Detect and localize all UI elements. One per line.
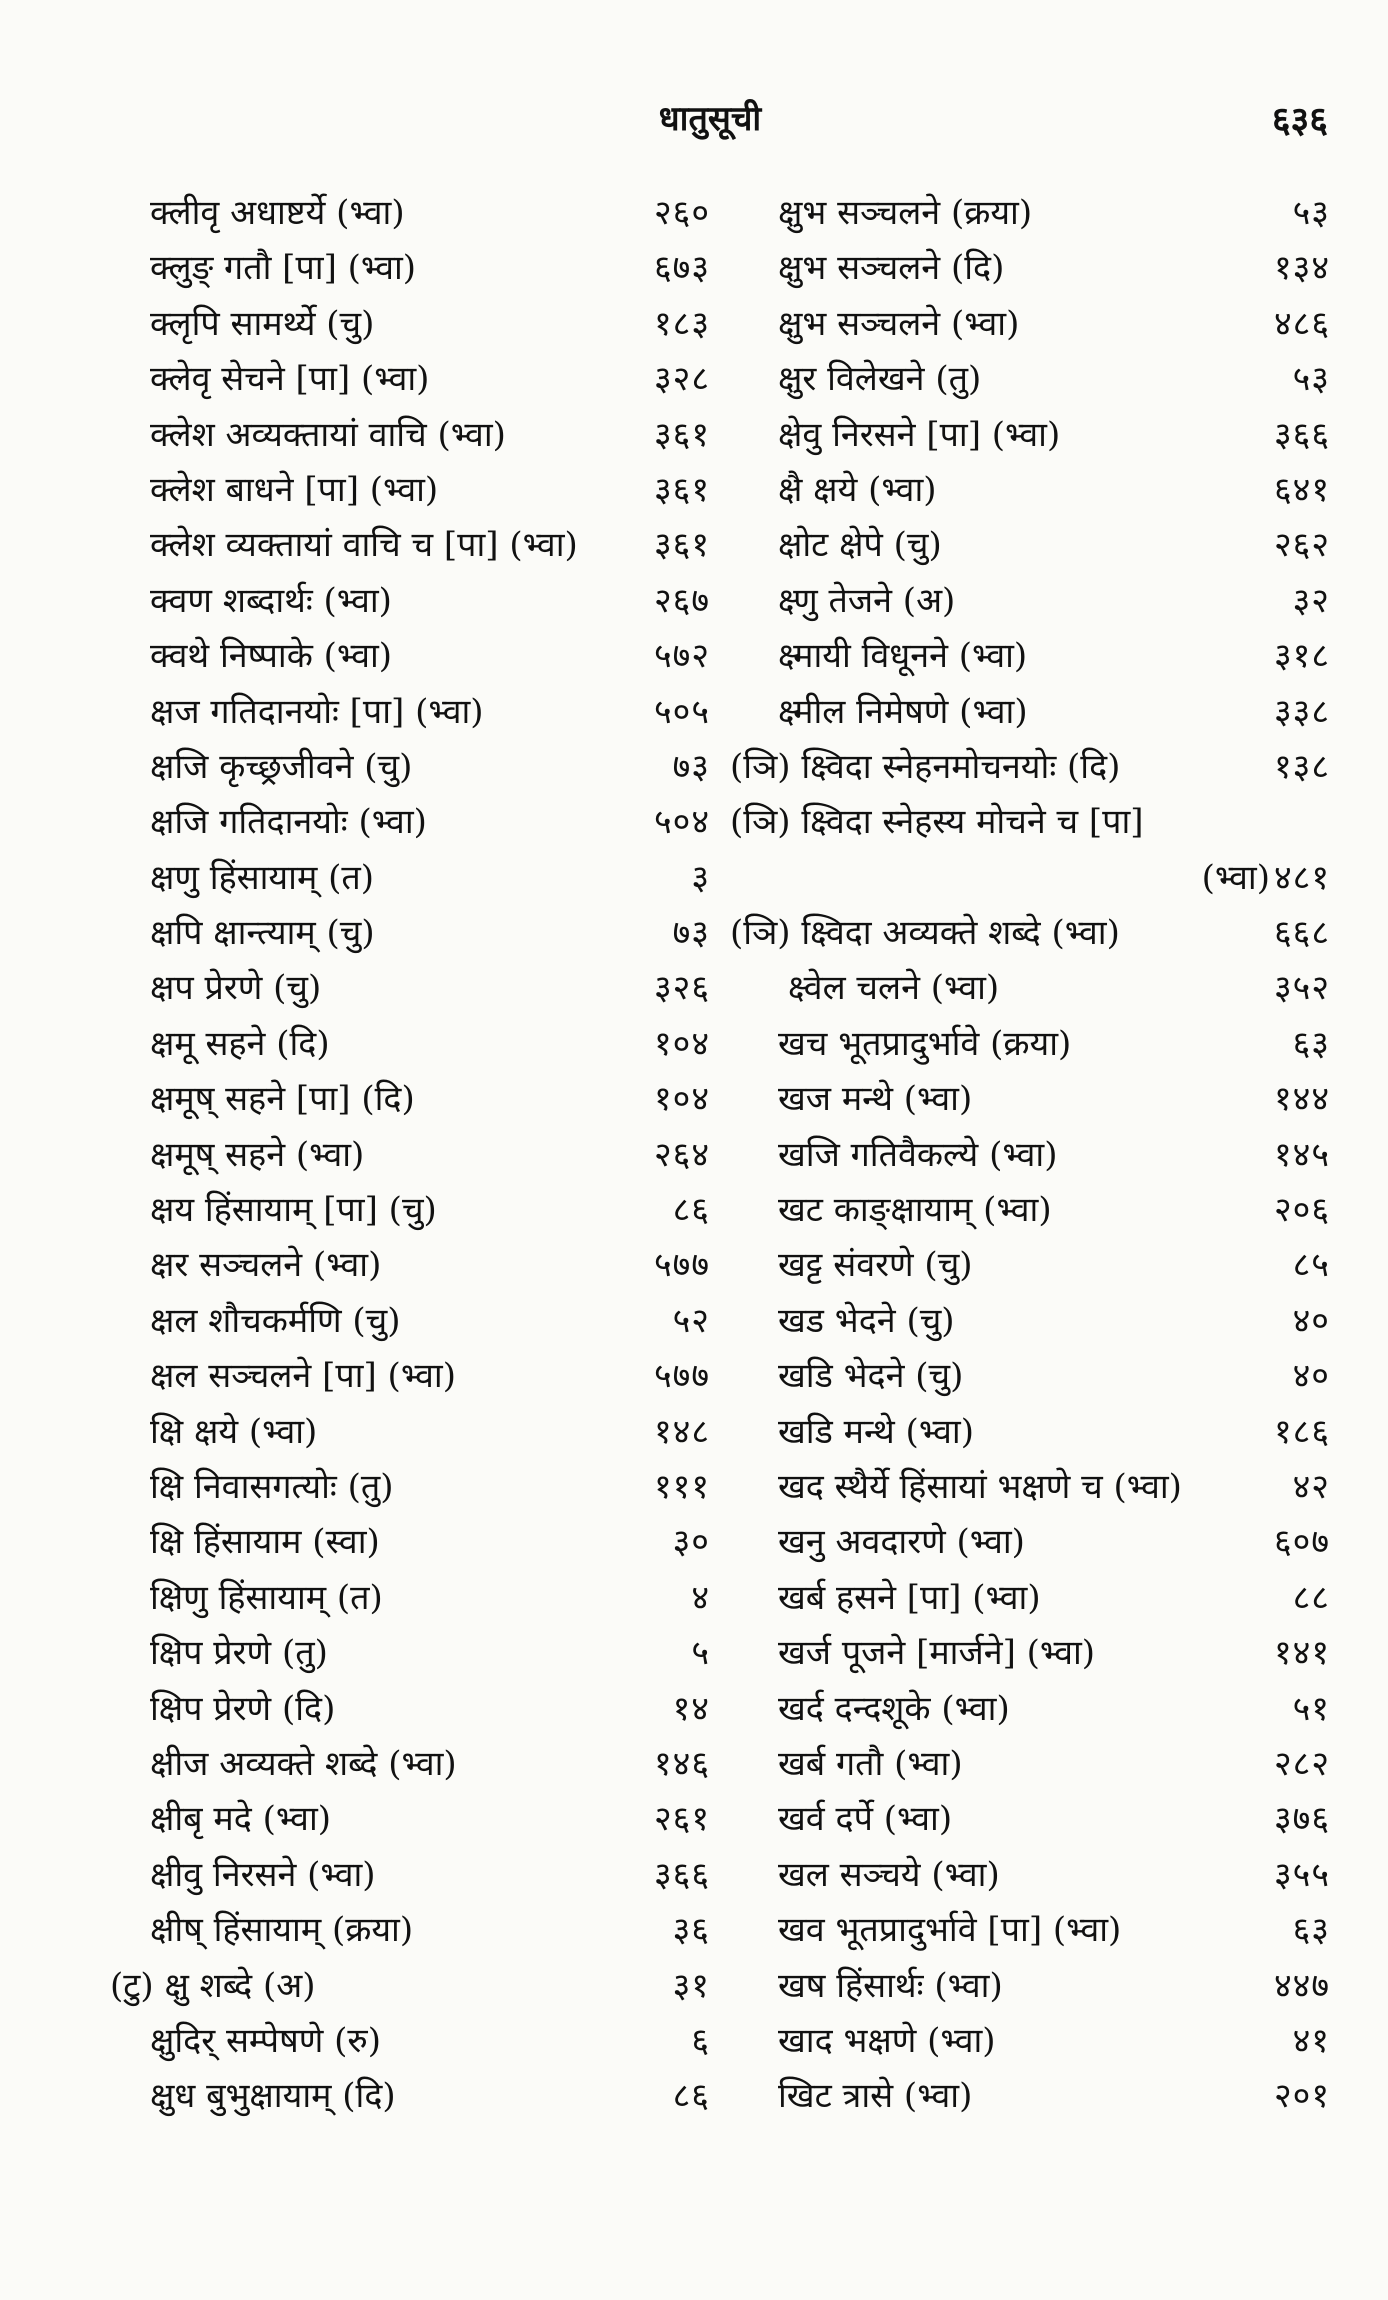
page-header xyxy=(0,88,1388,148)
index-entry xyxy=(730,1959,1330,2014)
entry-page-number: १४५ xyxy=(1273,1134,1330,1175)
entry-term: खद स्थैर्ये हिंसायां भक्षणे च (भ्वा) xyxy=(778,1466,1182,1507)
index-entry xyxy=(110,1737,710,1792)
entry-term: क्षर सञ्चलने (भ्वा) xyxy=(150,1245,382,1286)
entry-page-number: ४० xyxy=(1292,1356,1330,1397)
entry-page-number: ३६ xyxy=(672,1910,710,1951)
entry-term: क्षोट क्षेपे (चु) xyxy=(778,525,942,566)
entry-page-number: ३० xyxy=(672,1522,710,1563)
entry-term: क्षुभ सञ्चलने (भ्वा) xyxy=(778,303,1020,344)
index-entry xyxy=(730,1238,1330,1293)
entry-page-number: २६४ xyxy=(653,1134,710,1175)
entry-page-number: ४१ xyxy=(1292,2020,1330,2061)
index-entry xyxy=(730,1349,1330,1404)
entry-page-number: ५ xyxy=(691,1633,710,1674)
index-entry xyxy=(110,1959,710,2014)
entry-page-number: ४ xyxy=(691,1577,710,1618)
index-entry xyxy=(730,1626,1330,1681)
index-entry xyxy=(110,740,710,795)
entry-term: खिट त्रासे (भ्वा) xyxy=(778,2076,973,2117)
index-entry xyxy=(730,2014,1330,2069)
entry-page-number: ५३ xyxy=(1292,193,1330,233)
entry-page-number: ८६ xyxy=(672,1190,710,1231)
entry-page-number: ४० xyxy=(1292,1300,1330,1341)
entry-term: क्लेश अव्यक्तायां वाचि (भ्वा) xyxy=(150,414,506,455)
entry-term: क्लुङ् गतौ [पा] (भ्वा) xyxy=(150,248,417,289)
entry-term: क्षय हिंसायाम् [पा] (चु) xyxy=(150,1190,437,1231)
entry-term: क्षपि क्षान्त्याम् (चु) xyxy=(150,913,375,954)
entry-page-number: ३५२ xyxy=(1273,968,1330,1009)
entry-term: खर्व दर्पे (भ्वा) xyxy=(778,1799,953,1840)
entry-term: क्ष्वेल चलने (भ्वा) xyxy=(788,968,1000,1009)
entry-page-number: २८२ xyxy=(1273,1743,1330,1784)
entry-term: क्षि निवासगत्योः (तु) xyxy=(150,1466,394,1507)
entry-term: क्षणु हिंसायाम् (त) xyxy=(150,857,374,898)
index-entry xyxy=(110,906,710,961)
entry-term: क्लीवृ अधाष्टर्ये (भ्वा) xyxy=(150,193,405,233)
index-entry xyxy=(730,740,1330,795)
entry-term: खर्ब हसने [पा] (भ्वा) xyxy=(778,1577,1041,1618)
entry-page-number: १३४ xyxy=(1273,248,1330,289)
index-entry xyxy=(110,518,710,573)
entry-page-number: ३६६ xyxy=(1273,414,1330,455)
index-entry xyxy=(110,1183,710,1238)
index-entry xyxy=(110,1903,710,1958)
entry-term: क्षि हिंसायाम (स्वा) xyxy=(150,1522,380,1563)
index-entry xyxy=(110,463,710,518)
entry-page-number: १४६ xyxy=(653,1743,710,1784)
entry-page-number: ६ xyxy=(691,2020,710,2061)
index-entry xyxy=(730,297,1330,352)
entry-page-number: ३ xyxy=(691,857,710,898)
right-column xyxy=(730,186,1330,2125)
entry-page-number: ५०५ xyxy=(653,691,710,732)
index-entry xyxy=(730,241,1330,296)
entry-page-number: ३२६ xyxy=(653,968,710,1009)
entry-page-number: २६७ xyxy=(653,580,710,621)
entry-page-number: १०४ xyxy=(653,1023,710,1064)
entry-term: क्षुभ सञ्चलने (क्रया) xyxy=(778,193,1033,233)
entry-term: (भ्वा) xyxy=(1201,857,1270,898)
index-entry xyxy=(110,2069,710,2124)
entry-term: खर्ब गतौ (भ्वा) xyxy=(778,1743,963,1784)
entry-page-number: ३६१ xyxy=(653,525,710,566)
entry-term: क्षीबृ मदे (भ्वा) xyxy=(150,1799,332,1840)
entry-term: क्षल शौचकर्मणि (चु) xyxy=(150,1300,401,1341)
entry-page-number: १४८ xyxy=(653,1411,710,1452)
entry-term: क्षिप प्रेरणे (दि) xyxy=(150,1688,336,1729)
entry-page-number: १४१ xyxy=(1273,1633,1330,1674)
entry-page-number: ५७७ xyxy=(653,1245,710,1286)
index-entry xyxy=(110,1571,710,1626)
entry-term: खल सञ्चये (भ्वा) xyxy=(778,1854,1000,1895)
entry-term: क्षुभ सञ्चलने (दि) xyxy=(778,248,1005,289)
index-entry xyxy=(110,2014,710,2069)
index-entry xyxy=(730,408,1330,463)
entry-term: खच भूतप्रादुर्भावे (क्रया) xyxy=(778,1023,1072,1064)
entry-page-number: १८६ xyxy=(1273,1411,1330,1452)
index-entry xyxy=(730,1294,1330,1349)
index-entry xyxy=(730,795,1330,850)
index-entry xyxy=(110,1238,710,1293)
index-entry xyxy=(110,1682,710,1737)
entry-page-number: ५७७ xyxy=(653,1356,710,1397)
entry-page-number: २६२ xyxy=(1273,525,1330,566)
entry-page-number: ३५५ xyxy=(1273,1854,1330,1895)
index-entry xyxy=(110,408,710,463)
page-title: धातुसूची xyxy=(658,99,762,139)
index-entry xyxy=(110,352,710,407)
entry-term: खर्ज पूजने [मार्जने] (भ्वा) xyxy=(778,1633,1096,1674)
entry-term: खडि भेदने (चु) xyxy=(778,1356,964,1397)
entry-term: क्ष्मायी विधूनने (भ्वा) xyxy=(778,636,1028,677)
entry-page-number: ३३८ xyxy=(1273,691,1330,732)
entry-page-number: ५०४ xyxy=(653,802,710,843)
index-entry xyxy=(730,1571,1330,1626)
entry-term: क्षुर विलेखने (तु) xyxy=(778,359,982,400)
entry-term: क्षुदिर् सम्पेषणे (रु) xyxy=(150,2020,381,2061)
index-entry xyxy=(110,1128,710,1183)
entry-page-number: ५७२ xyxy=(653,636,710,677)
entry-page-number: ७३ xyxy=(672,913,710,954)
entry-term: क्षि क्षये (भ्वा) xyxy=(150,1411,318,1452)
entry-term: क्ष्णु तेजने (अ) xyxy=(778,580,956,621)
entry-term: क्षै क्षये (भ्वा) xyxy=(778,469,937,510)
index-entry xyxy=(730,1460,1330,1515)
index-entry xyxy=(730,1515,1330,1570)
index-entry xyxy=(730,906,1330,961)
entry-page-number: ५३ xyxy=(1292,359,1330,400)
entry-term: खडि मन्थे (भ्वा) xyxy=(778,1411,974,1452)
entry-term: (ञि) क्ष्विदा अव्यक्ते शब्दे (भ्वा) xyxy=(730,913,1120,954)
index-entry xyxy=(730,518,1330,573)
entry-page-number: ७३ xyxy=(672,746,710,787)
index-entry xyxy=(110,1515,710,1570)
entry-page-number: ३६१ xyxy=(653,414,710,455)
entry-page-number: २६१ xyxy=(653,1799,710,1840)
index-entry xyxy=(110,851,710,906)
entry-page-number: ८८ xyxy=(1292,1577,1330,1618)
index-entry xyxy=(730,961,1330,1016)
index-entry xyxy=(110,1405,710,1460)
index-entry xyxy=(730,1183,1330,1238)
index-entry xyxy=(730,1405,1330,1460)
entry-term: क्षप प्रेरणे (चु) xyxy=(150,968,322,1009)
entry-term: खव भूतप्रादुर्भावे [पा] (भ्वा) xyxy=(778,1910,1122,1951)
entry-page-number: ३२ xyxy=(1292,580,1330,621)
entry-page-number: १११ xyxy=(653,1466,710,1507)
entry-term: (ञि) क्ष्विदा स्नेहस्य मोचने च [पा] xyxy=(730,802,1144,843)
index-entry xyxy=(730,352,1330,407)
entry-page-number: ५२ xyxy=(672,1300,710,1341)
entry-page-number: ३२८ xyxy=(653,359,710,400)
index-entry xyxy=(730,851,1330,906)
entry-page-number: ४४७ xyxy=(1273,1965,1330,2006)
entry-term: खजि गतिवैकल्ये (भ्वा) xyxy=(778,1134,1058,1175)
index-entry xyxy=(110,1017,710,1072)
entry-term: क्षमू सहने (दि) xyxy=(150,1023,330,1064)
entry-page-number: १८३ xyxy=(653,303,710,344)
index-entry xyxy=(730,1682,1330,1737)
entry-term: क्षजि कृच्छ्रजीवने (चु) xyxy=(150,746,413,787)
entry-page-number: ३१ xyxy=(672,1965,710,2006)
index-entry xyxy=(110,685,710,740)
index-entry xyxy=(730,1737,1330,1792)
index-entry xyxy=(730,629,1330,684)
entry-term: क्षुध बुभुक्षायाम् (दि) xyxy=(150,2076,396,2117)
index-entry xyxy=(110,961,710,1016)
entry-page-number: ३७६ xyxy=(1273,1799,1330,1840)
entry-page-number: १३८ xyxy=(1273,746,1330,787)
index-entry xyxy=(730,186,1330,241)
entry-page-number: ६६८ xyxy=(1273,913,1330,954)
entry-term: (ञि) क्ष्विदा स्नेहनमोचनयोः (दि) xyxy=(730,746,1121,787)
index-entry xyxy=(110,1460,710,1515)
entry-term: क्षेवु निरसने [पा] (भ्वा) xyxy=(778,414,1061,455)
page-number: ६३६ xyxy=(1271,99,1328,141)
index-entry xyxy=(110,1349,710,1404)
entry-term: (टु) क्षु शब्दे (अ) xyxy=(110,1965,316,2006)
entry-page-number: ६७३ xyxy=(653,248,710,289)
index-entry xyxy=(110,629,710,684)
entry-page-number: १०४ xyxy=(653,1079,710,1120)
index-entry xyxy=(110,795,710,850)
index-entry xyxy=(110,186,710,241)
index-entry xyxy=(730,685,1330,740)
index-entry xyxy=(730,1792,1330,1847)
entry-page-number: ३१८ xyxy=(1273,636,1330,677)
index-entry xyxy=(730,1848,1330,1903)
entry-page-number: २०१ xyxy=(1273,2076,1330,2117)
entry-page-number: ६०७ xyxy=(1273,1522,1330,1563)
index-entry xyxy=(110,1626,710,1681)
entry-page-number: ४८६ xyxy=(1273,303,1330,344)
index-entry xyxy=(110,241,710,296)
entry-term: खट काङ्क्षायाम् (भ्वा) xyxy=(778,1190,1052,1231)
index-entry xyxy=(730,1903,1330,1958)
entry-term: क्लेश बाधने [पा] (भ्वा) xyxy=(150,469,439,510)
entry-page-number: ३६६ xyxy=(653,1854,710,1895)
entry-term: क्वण शब्दार्थः (भ्वा) xyxy=(150,580,392,621)
index-entry xyxy=(110,1848,710,1903)
entry-page-number: १४४ xyxy=(1273,1079,1330,1120)
index-entry xyxy=(110,297,710,352)
entry-term: क्लृपि सामर्थ्ये (चु) xyxy=(150,303,375,344)
entry-term: क्षीष् हिंसायाम् (क्रया) xyxy=(150,1910,414,1951)
entry-page-number: २६० xyxy=(653,193,710,233)
entry-page-number: १४ xyxy=(672,1688,710,1729)
entry-term: क्षज गतिदानयोः [पा] (भ्वा) xyxy=(150,691,484,732)
entry-page-number: ४२ xyxy=(1292,1466,1330,1507)
entry-term: क्षीज अव्यक्ते शब्दे (भ्वा) xyxy=(150,1743,457,1784)
entry-term: क्षजि गतिदानयोः (भ्वा) xyxy=(150,802,427,843)
entry-page-number: ८५ xyxy=(1292,1245,1330,1286)
entry-term: खाद भक्षणे (भ्वा) xyxy=(778,2020,996,2061)
entry-term: क्षमूष् सहने [पा] (दि) xyxy=(150,1079,415,1120)
index-entry xyxy=(730,574,1330,629)
entry-page-number: ६३ xyxy=(1292,1023,1330,1064)
index-entry xyxy=(110,1072,710,1127)
index-entry xyxy=(110,574,710,629)
entry-page-number: ६४१ xyxy=(1273,469,1330,510)
entry-term: क्षीवु निरसने (भ्वा) xyxy=(150,1854,376,1895)
left-column xyxy=(110,186,710,2125)
entry-page-number: ६३ xyxy=(1292,1910,1330,1951)
entry-term: खनु अवदारणे (भ्वा) xyxy=(778,1522,1025,1563)
entry-term: खज मन्थे (भ्वा) xyxy=(778,1079,973,1120)
index-entry xyxy=(110,1792,710,1847)
entry-term: खट्ट संवरणे (चु) xyxy=(778,1245,973,1286)
index-entry xyxy=(730,1017,1330,1072)
entry-page-number: ५१ xyxy=(1292,1688,1330,1729)
entry-term: क्षिणु हिंसायाम् (त) xyxy=(150,1577,383,1618)
entry-term: खष हिंसार्थः (भ्वा) xyxy=(778,1965,1003,2006)
entry-page-number: २०६ xyxy=(1273,1190,1330,1231)
index-entry xyxy=(730,1128,1330,1183)
entry-page-number: ४८१ xyxy=(1273,857,1330,898)
entry-page-number: ८६ xyxy=(672,2076,710,2117)
index-entry xyxy=(110,1294,710,1349)
entry-term: क्षमूष् सहने (भ्वा) xyxy=(150,1134,365,1175)
entry-term: क्षिप प्रेरणे (तु) xyxy=(150,1633,328,1674)
index-entry xyxy=(730,1072,1330,1127)
entry-term: क्वथे निष्पाके (भ्वा) xyxy=(150,636,393,677)
entry-term: क्लेवृ सेचने [पा] (भ्वा) xyxy=(150,359,430,400)
index-entry xyxy=(730,2069,1330,2124)
entry-term: क्षल सञ्चलने [पा] (भ्वा) xyxy=(150,1356,456,1397)
entry-term: क्लेश व्यक्तायां वाचि च [पा] (भ्वा) xyxy=(150,525,578,566)
index-entry xyxy=(730,463,1330,518)
entry-term: क्ष्मील निमेषणे (भ्वा) xyxy=(778,691,1028,732)
entry-term: खर्द दन्दशूके (भ्वा) xyxy=(778,1688,1010,1729)
entry-term: खड भेदने (चु) xyxy=(778,1300,955,1341)
entry-page-number: ३६१ xyxy=(653,469,710,510)
